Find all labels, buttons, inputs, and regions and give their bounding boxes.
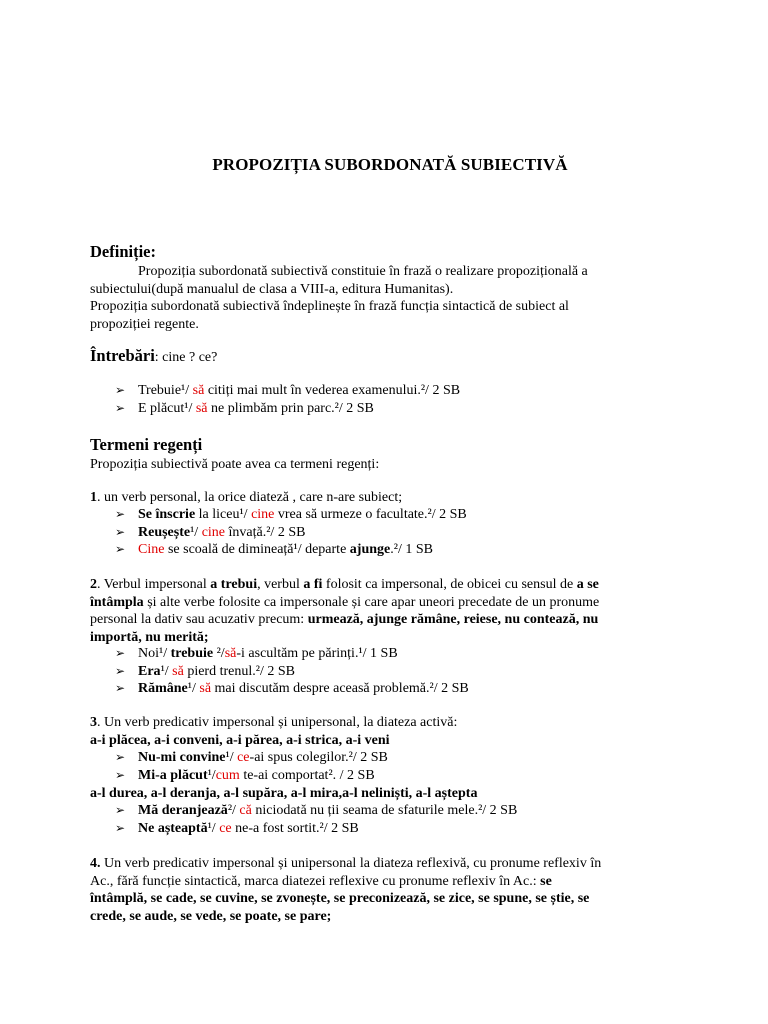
list-item: ➢ Trebuie¹/ să citiți mai mult în vederea examenului.²/ 2 SB xyxy=(115,383,461,398)
arrow-bullet-icon: ➢ xyxy=(115,803,126,817)
definition-text xyxy=(90,263,690,333)
list-item: ➢ Mă deranjează²/ că niciodată nu ții seama de sfaturile mele.²/ 2 SB xyxy=(115,803,518,818)
section-3-intro: 3. Un verb predicativ impersonal și unipersonal, la diateza activă: a-i plăcea, a-i conveni, a-i părea, a-i strica, a-i veni xyxy=(90,715,458,748)
section-2-intro: 2. Verbul impersonal a trebui, verbul a fi folosit ca impersonal, de obicei cu sensul de a se întâmpla și alte verbe folosite ca impersonale și care apar uneori precedate de un pronume personal la dativ sau acuzativ precum: urmează, ajunge rămâne, reiese, nu contează, nu importă, nu merită; xyxy=(90,577,600,645)
list-item: ➢ Se înscrie la liceu¹/ cine vrea să urmeze o facultate.²/ 2 SB xyxy=(115,507,467,522)
section-1-examples xyxy=(90,506,690,559)
section-3-examples-a xyxy=(90,749,690,784)
list-item: ➢ Rămâne¹/ să mai discutăm despre aceasă problemă.²/ 2 SB xyxy=(115,681,469,696)
questions-heading-text: Întrebări xyxy=(90,346,155,365)
section-3-verbs-2: a-l durea, a-l deranja, a-l supăra, a-l mira,a-l neliniști, a-l aștepta xyxy=(90,786,478,801)
definition-heading xyxy=(90,243,690,263)
arrow-bullet-icon: ➢ xyxy=(115,663,126,678)
section-1-intro: 1. un verb personal, la orice diateză , care n-are subiect; xyxy=(90,490,403,505)
definition-line: Propoziția subordonată subiectivă constituie în frază o realizare propozițională a xyxy=(138,264,588,279)
section-2-examples xyxy=(90,645,690,698)
questions-examples xyxy=(90,382,690,417)
arrow-bullet-icon: ➢ xyxy=(115,383,126,397)
list-item: ➢ Cine se scoală de dimineață¹/ departe ajunge.²/ 1 SB xyxy=(115,542,433,557)
list-item: ➢ Noi¹/ trebuie ²/să-i ascultăm pe părinți.¹/ 1 SB xyxy=(115,646,398,661)
regents-heading-text: Termeni regenți xyxy=(90,435,203,454)
arrow-bullet-icon: ➢ xyxy=(115,767,126,782)
arrow-bullet-icon: ➢ xyxy=(115,750,126,764)
questions-heading xyxy=(90,347,690,367)
arrow-bullet-icon: ➢ xyxy=(115,524,126,539)
section-4-intro: 4. Un verb predicativ impersonal și unipersonal la diateza reflexivă, cu pronume reflexiv în Ac., fără funcție sintactică, marca diatezei reflexive cu pronume reflexiv în Ac.: se întâmplă, se cade, se cuvine, se zvonește, se preconizează, se zice, se spune, se știe, se crede, se aude, se vede, se poate, se pare; xyxy=(90,856,602,924)
arrow-bullet-icon: ➢ xyxy=(115,681,126,695)
definition-line: subiectului(după manualul de clasa a VIII-a, editura Humanitas). xyxy=(90,281,454,297)
arrow-bullet-icon: ➢ xyxy=(115,646,126,660)
regents-heading xyxy=(90,436,690,456)
definition-heading-text: Definiție: xyxy=(90,242,156,261)
regents-intro: Propoziția subiectivă poate avea ca termeni regenți: xyxy=(90,457,380,472)
list-item: ➢ Reușește¹/ cine învață.²/ 2 SB xyxy=(115,524,306,540)
list-item: ➢ E plăcut¹/ să ne plimbăm prin parc.²/ 2 SB xyxy=(115,400,374,416)
list-item: ➢ Era¹/ să pierd trenul.²/ 2 SB xyxy=(115,663,295,679)
definition-line: propoziției regente. xyxy=(90,316,199,332)
questions-text: : cine ? ce? xyxy=(154,350,218,365)
arrow-bullet-icon: ➢ xyxy=(115,542,126,556)
arrow-bullet-icon: ➢ xyxy=(115,400,126,415)
list-item: ➢ Ne așteaptă¹/ ce ne-a fost sortit.²/ 2 SB xyxy=(115,820,359,836)
list-item: ➢ Mi-a plăcut¹/cum te-ai comportat². / 2 SB xyxy=(115,767,375,783)
definition-line: Propoziția subordonată subiectivă îndeplinește în frază funcția sintactică de subiect al xyxy=(90,299,569,314)
section-3-examples-b xyxy=(90,802,690,837)
arrow-bullet-icon: ➢ xyxy=(115,507,126,521)
list-item: ➢ Nu-mi convine¹/ ce-ai spus colegilor.²/ 2 SB xyxy=(115,750,388,765)
arrow-bullet-icon: ➢ xyxy=(115,820,126,835)
page-title: PROPOZIȚIA SUBORDONATĂ SUBIECTIVĂ xyxy=(212,155,568,174)
